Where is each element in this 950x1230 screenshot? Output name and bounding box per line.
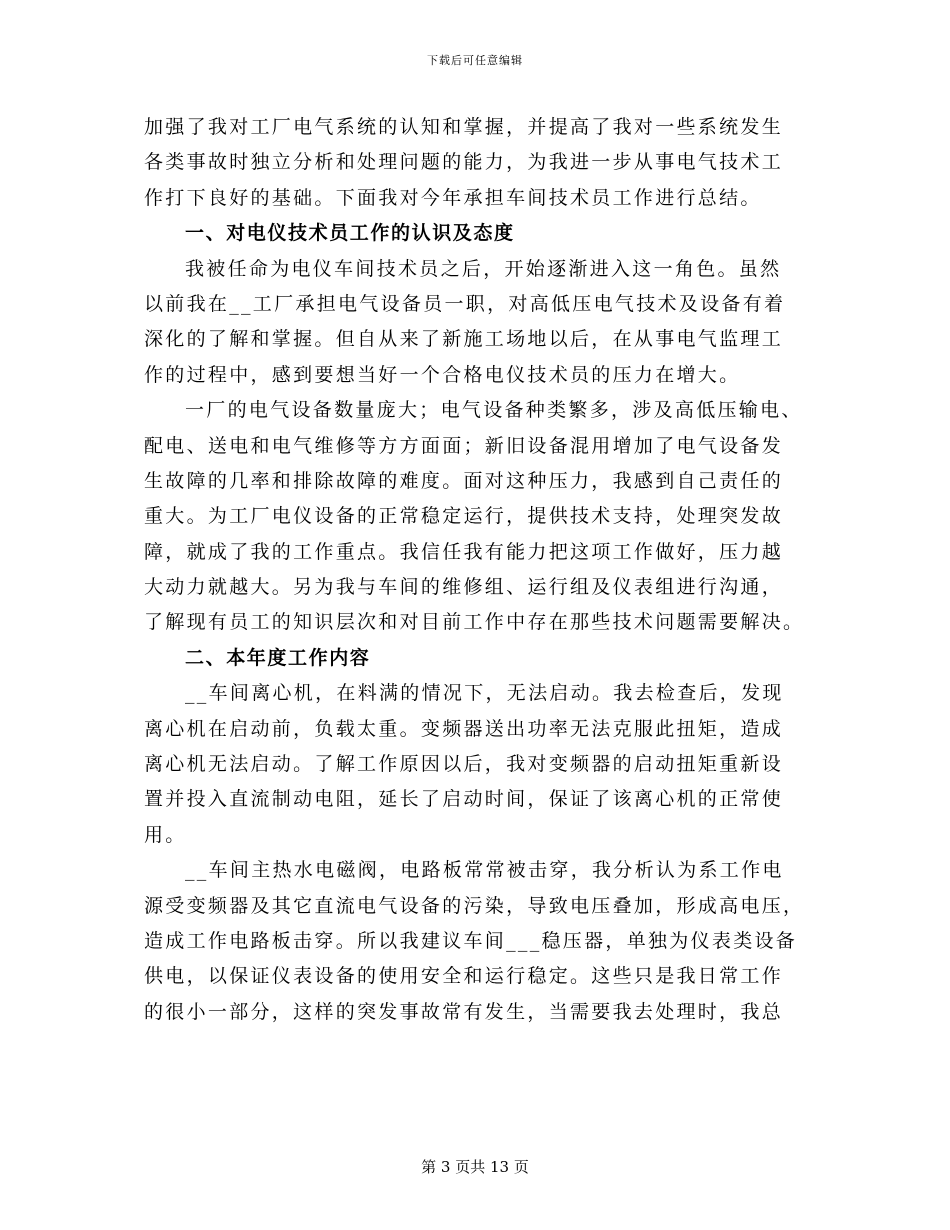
- body-line: 置并投入直流制动电阻，延长了启动时间，保证了该离心机的正常使: [144, 788, 784, 811]
- body-line: 用。: [144, 823, 187, 846]
- paragraph-start: __车间离心机，在料满的情况下，无法启动。我去检查后，发现: [185, 682, 784, 705]
- body-line: 各类事故时独立分析和处理问题的能力，为我进一步从事电气技术工: [144, 151, 784, 174]
- body-line: 生故障的几率和排除故障的难度。面对这种压力，我感到自己责任的: [144, 469, 784, 492]
- body-line: 供电，以保证仪表设备的使用安全和运行稳定。这些只是我日常工作: [144, 965, 784, 988]
- paragraph-start: 一厂的电气设备数量庞大；电气设备种类繁多，涉及高低压输电、: [185, 399, 803, 422]
- body-line: 加强了我对工厂电气系统的认知和掌握，并提高了我对一些系统发生: [144, 116, 784, 138]
- body-line: 作的过程中，感到要想当好一个合格电仪技术员的压力在增大。: [144, 363, 741, 386]
- body-line: 重大。为工厂电仪设备的正常稳定运行，提供技术支持，处理突发故: [144, 505, 784, 528]
- body-line: 源受变频器及其它直流电气设备的污染，导致电压叠加，形成高电压，: [144, 894, 805, 917]
- body-line: 离心机无法启动。了解工作原因以后，我对变频器的启动扭矩重新设: [144, 753, 784, 776]
- body-line: 了解现有员工的知识层次和对目前工作中存在那些技术问题需要解决。: [144, 611, 805, 634]
- body-line: 离心机在启动前，负载太重。变频器送出功率无法克服此扭矩，造成: [144, 717, 784, 740]
- body-line: 作打下良好的基础。下面我对今年承担车间技术员工作进行总结。: [144, 186, 762, 209]
- body-line: 的很小一部分，这样的突发事故常有发生，当需要我去处理时，我总: [144, 1000, 784, 1023]
- document-body: [144, 110, 816, 1030]
- body-line: 深化的了解和掌握。但自从来了新施工场地以后，在从事电气监理工: [144, 328, 784, 351]
- paragraph-start: __车间主热水电磁阀，电路板常常被击穿，我分析认为系工作电: [185, 859, 784, 882]
- paragraph-start: 我被任命为电仪车间技术员之后，开始逐渐进入这一角色。虽然: [185, 257, 782, 280]
- header-note: 下载后可任意编辑: [427, 54, 523, 67]
- page-indicator: 第 3 页共 13 页: [421, 1158, 529, 1176]
- section-heading-work-content: 二、本年度工作内容: [185, 646, 371, 669]
- section-heading-attitude: 一、对电仪技术员工作的认识及态度: [185, 222, 515, 245]
- body-line: 配电、送电和电气维修等方方面面；新旧设备混用增加了电气设备发: [144, 434, 784, 457]
- body-line: 以前我在__工厂承担电气设备员一职，对高低压电气技术及设备有着: [144, 292, 786, 315]
- body-line: 大动力就越大。另为我与车间的维修组、运行组及仪表组进行沟通，: [144, 576, 784, 599]
- body-line: 造成工作电路板击穿。所以我建议车间___稳压器，单独为仪表类设备: [144, 929, 798, 952]
- body-line: 障，就成了我的工作重点。我信任我有能力把这项工作做好，压力越: [144, 540, 784, 563]
